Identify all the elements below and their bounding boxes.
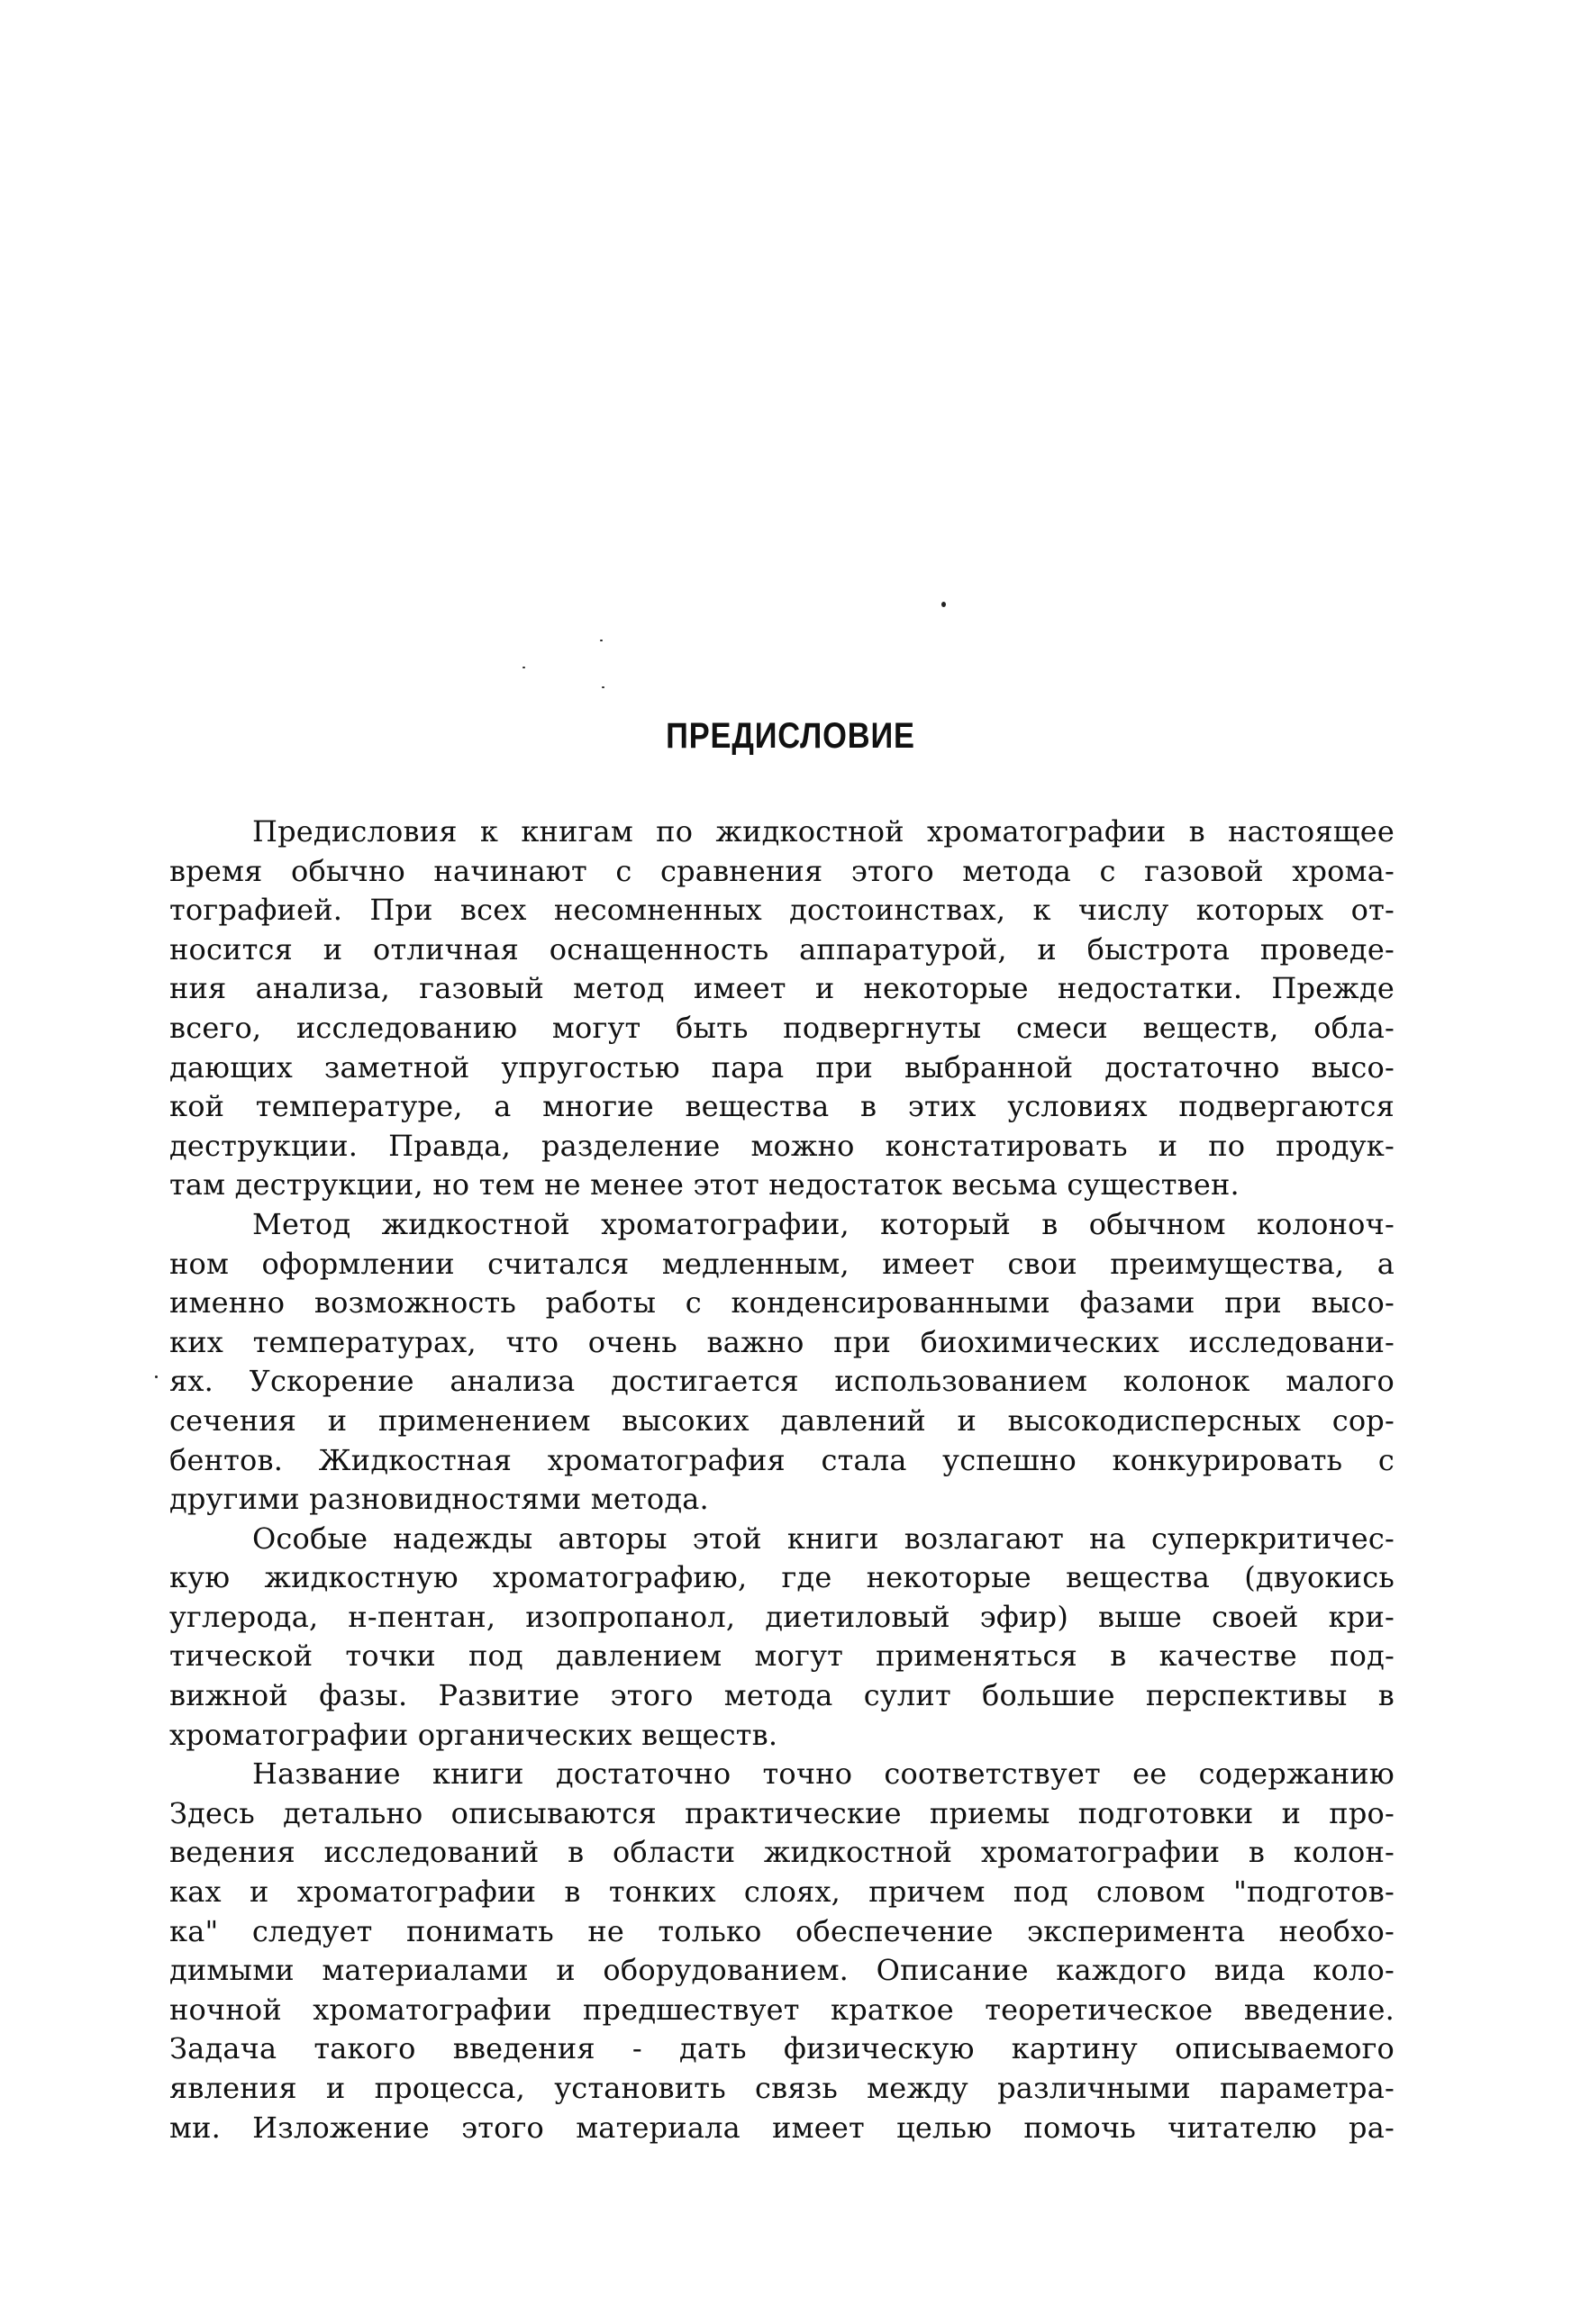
text-line: Здесь детально описываются практические приемы подготовки и про- (169, 1795, 1395, 1830)
text-line: всего, исследованию могут быть подвергнуты смеси веществ, обла- (169, 1010, 1395, 1045)
text-line: димыми материалами и оборудованием. Описание каждого вида коло- (169, 1953, 1395, 1988)
text-line: хроматографии органических веществ. (169, 1717, 778, 1752)
text-line: ночной хроматографии предшествует краткое теоретическое введение. (169, 1992, 1395, 2027)
text-line: ведения исследований в области жидкостной хроматографии в колон- (169, 1835, 1395, 1870)
page-title: ПРЕДИСЛОВИЕ (666, 716, 915, 756)
text-line: Задача такого введения - дать физическую картину описываемого (169, 2031, 1395, 2066)
text-line: кую жидкостную хроматографию, где некоторые вещества (двуокись (169, 1560, 1395, 1595)
text-line: Метод жидкостной хроматографии, который в обычном колоноч- (252, 1206, 1395, 1241)
text-line: Предисловия к книгам по жидкостной хроматографии в настоящее (252, 814, 1395, 849)
text-line: ях. Ускорение анализа достигается использованием колонок малого (169, 1364, 1395, 1399)
scan-speck (522, 667, 525, 668)
text-line: Особые надежды авторы этой книги возлагают на суперкритичес- (252, 1521, 1395, 1556)
text-line: дающих заметной упругостью пара при выбранной достаточно высо- (169, 1049, 1395, 1085)
text-line: кой температуре, а многие вещества в этих условиях подвергаются (169, 1089, 1395, 1124)
text-line: вижной фазы. Развитие этого метода сулит большие перспективы в (169, 1678, 1395, 1713)
text-line: сечения и применением высоких давлений и высокодисперсных сор- (169, 1403, 1395, 1438)
text-line: носится и отличная оснащенность аппаратурой, и быстрота проведе- (169, 931, 1395, 967)
text-line: явления и процесса, установить связь между различными параметра- (169, 2071, 1395, 2105)
text-line: ния анализа, газовый метод имеет и некоторые недостатки. Прежде (169, 971, 1395, 1006)
text-line: другими разновидностями метода. (169, 1482, 709, 1517)
text-line: ном оформлении считался медленным, имеет свои преимущества, а (169, 1246, 1395, 1281)
scan-speck (941, 602, 946, 607)
scan-speck (600, 640, 603, 641)
body-text (169, 812, 1395, 2147)
text-line: деструкции. Правда, разделение можно констатировать и по продук- (169, 1128, 1395, 1163)
text-line: ка" следует понимать не только обеспечение эксперимента необхо- (169, 1913, 1395, 1948)
text-line: ких температурах, что очень важно при биохимических исследовани- (169, 1324, 1395, 1359)
scan-speck (602, 686, 604, 688)
text-line: ми. Изложение этого материала имеет целью помочь читателю ра- (169, 2110, 1395, 2145)
text-line: там деструкции, но тем не менее этот недостаток весьма существен. (169, 1167, 1240, 1203)
text-line: тографией. При всех несомненных достоинствах, к числу которых от- (169, 893, 1395, 928)
text-line: тической точки под давлением могут применяться в качестве под- (169, 1639, 1395, 1674)
text-line: Название книги достаточно точно соответствует ее содержанию (252, 1757, 1395, 1792)
scan-speck (155, 1375, 158, 1378)
text-line: именно возможность работы с конденсированными фазами при высо- (169, 1285, 1395, 1321)
text-line: время обычно начинают с сравнения этого метода с газовой хрома- (169, 853, 1395, 888)
text-line: ках и хроматографии в тонких слоях, причем под словом "подготов- (169, 1875, 1395, 1910)
text-line: бентов. Жидкостная хроматография стала успешно конкурировать с (169, 1442, 1395, 1477)
text-line: углерода, н-пентан, изопропанол, диетиловый эфир) выше своей кри- (169, 1599, 1395, 1634)
